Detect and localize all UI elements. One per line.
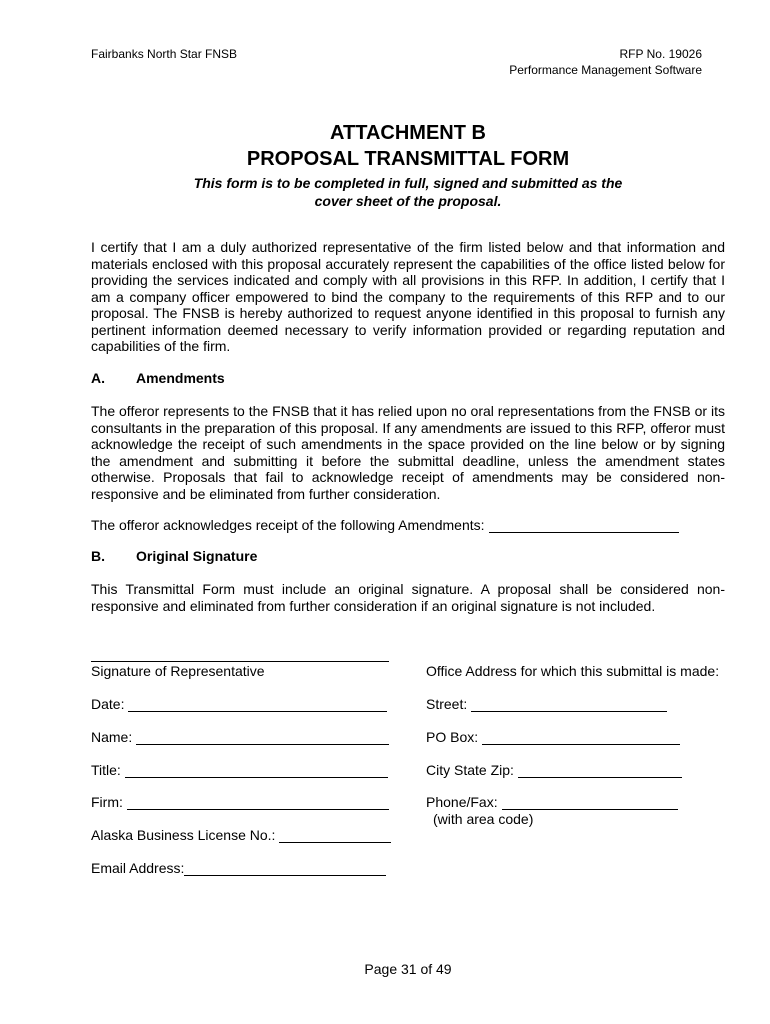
header-rfp-title: Performance Management Software <box>509 63 702 77</box>
pobox-field <box>426 729 680 745</box>
amendments-label: The offeror acknowledges receipt of the following Amendments: <box>91 517 485 533</box>
city-state-zip-label: City State Zip: <box>426 762 514 778</box>
page-number: Page 31 of 49 <box>364 961 452 977</box>
name-field <box>91 729 389 745</box>
header-left: Fairbanks North Star FNSB <box>91 47 238 61</box>
date-input-line[interactable] <box>128 697 387 712</box>
name-input-line[interactable] <box>136 730 389 745</box>
signature-line[interactable] <box>91 661 389 662</box>
street-field <box>426 696 667 712</box>
title-field <box>91 762 388 778</box>
title-label: Title: <box>91 762 121 778</box>
form-instruction-line1: This form is to be completed in full, signed and submitted as the <box>193 175 623 191</box>
license-input-line[interactable] <box>279 828 391 843</box>
section-a-letter: A. <box>91 370 105 386</box>
city-state-zip-field <box>426 762 682 778</box>
section-b-letter: B. <box>91 548 105 564</box>
date-label: Date: <box>91 696 125 712</box>
signature-label: Signature of Representative <box>91 663 265 679</box>
section-b-body: This Transmittal Form must include an original signature. A proposal shall be considered non-responsive and eliminated from further consideration if an original signature is not included. <box>91 581 725 614</box>
firm-input-line[interactable] <box>127 795 389 810</box>
license-field <box>91 827 391 843</box>
email-input-line[interactable] <box>184 861 386 876</box>
name-label: Name: <box>91 729 133 745</box>
page-title: ATTACHMENT B <box>330 122 486 144</box>
street-label: Street: <box>426 696 468 712</box>
street-input-line[interactable] <box>471 697 667 712</box>
email-field <box>91 860 386 876</box>
phone-fax-label: Phone/Fax: <box>426 794 498 810</box>
section-a-heading: Amendments <box>136 370 225 386</box>
phone-note: (with area code) <box>433 811 534 827</box>
amendments-field <box>91 517 679 533</box>
section-b-heading: Original Signature <box>136 548 258 564</box>
form-instruction-line2: cover sheet of the proposal. <box>314 193 502 209</box>
office-address-label: Office Address for which this submittal is made: <box>426 663 720 679</box>
amendments-input-line[interactable] <box>489 518 679 533</box>
city-state-zip-input-line[interactable] <box>518 763 682 778</box>
firm-field <box>91 794 389 810</box>
date-field <box>91 696 387 712</box>
firm-label: Firm: <box>91 794 123 810</box>
phone-fax-field <box>426 794 678 810</box>
section-a-body: The offeror represents to the FNSB that it has relied upon no oral representations from the FNSB or its consultants in the preparation of this proposal. If any amendments are issued to this RFP, offeror must acknowledge the receipt of such amendments in the space provided on the line below or by signing the amendment and submitting it before the submittal deadline, unless the amendment states otherwise. Proposals that fail to acknowledge receipt of amendments may be considered non-responsive and be eliminated from further consideration. <box>91 403 725 502</box>
email-label: Email Address: <box>91 860 185 876</box>
form-title: PROPOSAL TRANSMITTAL FORM <box>246 148 570 170</box>
phone-fax-input-line[interactable] <box>502 795 678 810</box>
header-rfp-number: RFP No. 19026 <box>619 47 702 61</box>
title-input-line[interactable] <box>125 763 388 778</box>
license-label: Alaska Business License No.: <box>91 827 276 843</box>
certification-paragraph: I certify that I am a duly authorized representative of the firm listed below and that information and materials enclosed with this proposal accurately represent the capabilities of the office listed below for providing the services indicated and comply with all provisions in this RFP. In addition, I certify that I am a company officer empowered to bind the company to the requirements of this RFP and to our proposal. The FNSB is hereby authorized to request anyone identified in this proposal to furnish any pertinent information deemed necessary to verify information provided or regarding reputation and capabilities of the firm. <box>91 239 725 354</box>
pobox-label: PO Box: <box>426 729 479 745</box>
pobox-input-line[interactable] <box>482 730 680 745</box>
